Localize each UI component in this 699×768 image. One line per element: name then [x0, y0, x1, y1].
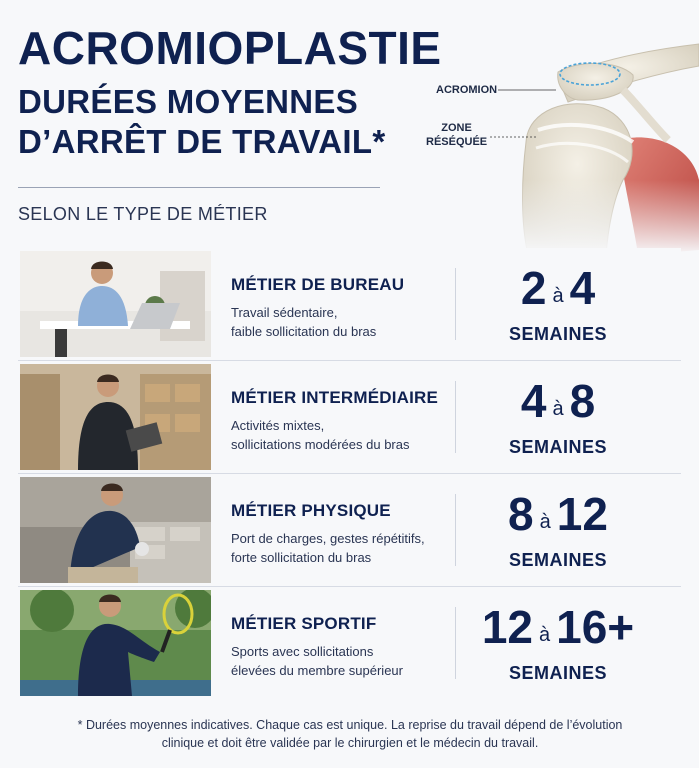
duration-from: 2 — [520, 262, 547, 314]
job-description — [231, 416, 461, 454]
job-description-line: faible sollicitation du bras — [231, 324, 377, 339]
job-title: MÉTIER INTERMÉDIAIRE — [231, 388, 439, 407]
duration-from: 12 — [481, 601, 533, 653]
warehouse-worker-photo — [20, 364, 211, 470]
row-sport-job — [18, 587, 681, 699]
job-description-line: Travail sédentaire, — [231, 305, 338, 320]
duration-separator: à — [552, 285, 564, 307]
duration-to: 12 — [556, 488, 608, 540]
job-description-line: Activités mixtes, — [231, 418, 325, 433]
title-block — [18, 22, 442, 162]
job-title: MÉTIER DE BUREAU — [231, 275, 405, 294]
tagline: SELON LE TYPE DE MÉTIER — [18, 204, 268, 224]
label-zone-line-2: RÉSÉQUÉE — [426, 136, 488, 148]
footnote-line: * Durées moyennes indicatives. Chaque cas est unique. La reprise du travail dépend de l’évolution — [77, 718, 623, 732]
job-description — [231, 529, 461, 567]
duration-unit: SEMAINES — [508, 437, 608, 457]
construction-worker-photo — [20, 477, 211, 583]
duration-badge — [458, 262, 658, 345]
title-divider — [18, 187, 380, 188]
row-physical-job — [18, 474, 681, 587]
duration-unit: SEMAINES — [508, 550, 608, 570]
footnote-line: clinique et doit être validée par le chirurgien et le médecin du travail. — [161, 736, 539, 750]
duration-range — [458, 488, 658, 548]
row-divider — [455, 607, 456, 679]
subtitle-line-1: DURÉES MOYENNES — [18, 83, 359, 120]
page-subtitle — [18, 82, 418, 162]
duration-unit: SEMAINES — [508, 324, 608, 344]
label-zone-line-1: ZONE — [441, 122, 472, 134]
duration-separator: à — [552, 398, 564, 420]
label-acromion: ACROMION — [436, 84, 498, 96]
duration-badge — [458, 601, 658, 684]
job-title: MÉTIER SPORTIF — [231, 614, 377, 633]
duration-separator: à — [539, 511, 551, 533]
job-description-line: élevées du membre supérieur — [231, 663, 403, 678]
row-divider — [455, 381, 456, 453]
job-description — [231, 303, 461, 341]
subtitle-line-2: D’ARRÊT DE TRAVAIL* — [18, 123, 386, 160]
duration-unit: SEMAINES — [508, 663, 608, 683]
row-divider — [455, 268, 456, 340]
page-title: ACROMIOPLASTIE — [18, 22, 442, 74]
office-worker-photo — [20, 251, 211, 357]
duration-range — [458, 375, 658, 435]
duration-badge — [458, 488, 658, 571]
row-office-job — [18, 248, 681, 361]
job-description-line: forte sollicitation du bras — [231, 550, 372, 565]
row-intermediate-job — [18, 361, 681, 474]
label-resected-zone — [426, 121, 487, 149]
row-divider — [455, 494, 456, 566]
duration-from: 4 — [520, 375, 547, 427]
job-description-line: Port de charges, gestes répétitifs, — [231, 531, 425, 546]
footnote — [40, 716, 660, 752]
job-title: MÉTIER PHYSIQUE — [231, 501, 391, 520]
job-list — [18, 248, 681, 699]
duration-to: 8 — [569, 375, 596, 427]
job-description-line: sollicitations modérées du bras — [231, 437, 410, 452]
tendon — [623, 90, 668, 140]
job-description — [231, 642, 461, 680]
duration-separator: à — [539, 624, 551, 646]
duration-from: 8 — [508, 488, 534, 540]
duration-range — [458, 262, 658, 322]
job-description-line: Sports avec sollicitations — [231, 644, 374, 659]
duration-range — [458, 601, 658, 661]
duration-to: 4 — [569, 262, 596, 314]
duration-badge — [458, 375, 658, 458]
duration-to: 16+ — [556, 601, 635, 653]
tennis-player-photo — [20, 590, 211, 696]
